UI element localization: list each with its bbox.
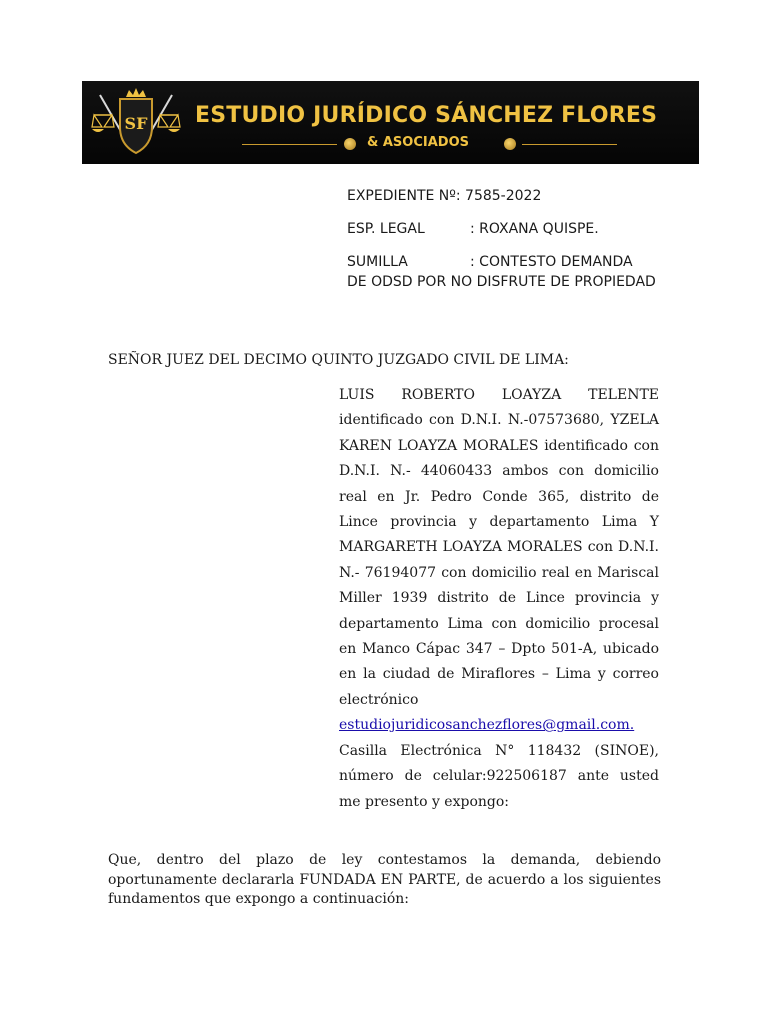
sumilla-value: : CONTESTO DEMANDA <box>470 254 633 270</box>
party-identification <box>339 383 659 815</box>
firm-subtitle: & ASOCIADOS <box>367 135 469 150</box>
closing-paragraph: Que, dentro del plazo de ley contestamos la demanda, debiendo oportunamente declararla FUNDADA EN PARTE, de acuerdo a los siguientes fundamentos que expongo a continuación: <box>108 852 661 907</box>
esp-legal-value: : ROXANA QUISPE. <box>470 221 599 237</box>
esp-legal-line <box>347 219 599 239</box>
divider <box>242 144 337 145</box>
monogram: SF <box>124 114 148 133</box>
party-text: LUIS ROBERTO LOAYZA TELENTE identificado con D.N.I. N.-07573680, YZELA KAREN LOAYZA MORALES identificado con D.N.I. N.- 44060433 ambos con domicilio real en Jr. Pedro Conde 365, distrito de Lince provincia y departamento Lima Y MARGARETH LOAYZA MORALES con D.N.I. N.- 76194077 con domicilio real en Mariscal Miller 1939 distrito de Lince provincia y departamento Lima con domicilio procesal en Manco Cápac 347 – Dpto 501-A, ubicado en la ciudad de Miraflores – Lima y correo electrónico <box>339 387 659 708</box>
sumilla-label: SUMILLA <box>347 254 408 270</box>
firm-banner <box>82 81 699 164</box>
sumilla-continuation: DE ODSD POR NO DISFRUTE DE PROPIEDAD <box>347 274 656 290</box>
expediente-line: EXPEDIENTE Nº: 7585-2022 <box>347 188 542 204</box>
party-text-after: Casilla Electrónica N° 118432 (SINOE), número de celular:922506187 ante usted me presento y expongo: <box>339 742 659 810</box>
sumilla-block <box>347 252 667 292</box>
coin-icon <box>504 138 516 150</box>
email-link[interactable]: estudiojuridicosanchezflores@gmail.com. <box>339 717 635 734</box>
esp-legal-label: ESP. LEGAL <box>347 221 425 237</box>
salutation: SEÑOR JUEZ DEL DECIMO QUINTO JUZGADO CIVIL DE LIMA: <box>108 352 569 368</box>
firm-subtitle-row <box>82 134 699 154</box>
coin-icon <box>344 138 356 150</box>
firm-title: ESTUDIO JURÍDICO SÁNCHEZ FLORES <box>195 103 658 128</box>
divider <box>522 144 617 145</box>
